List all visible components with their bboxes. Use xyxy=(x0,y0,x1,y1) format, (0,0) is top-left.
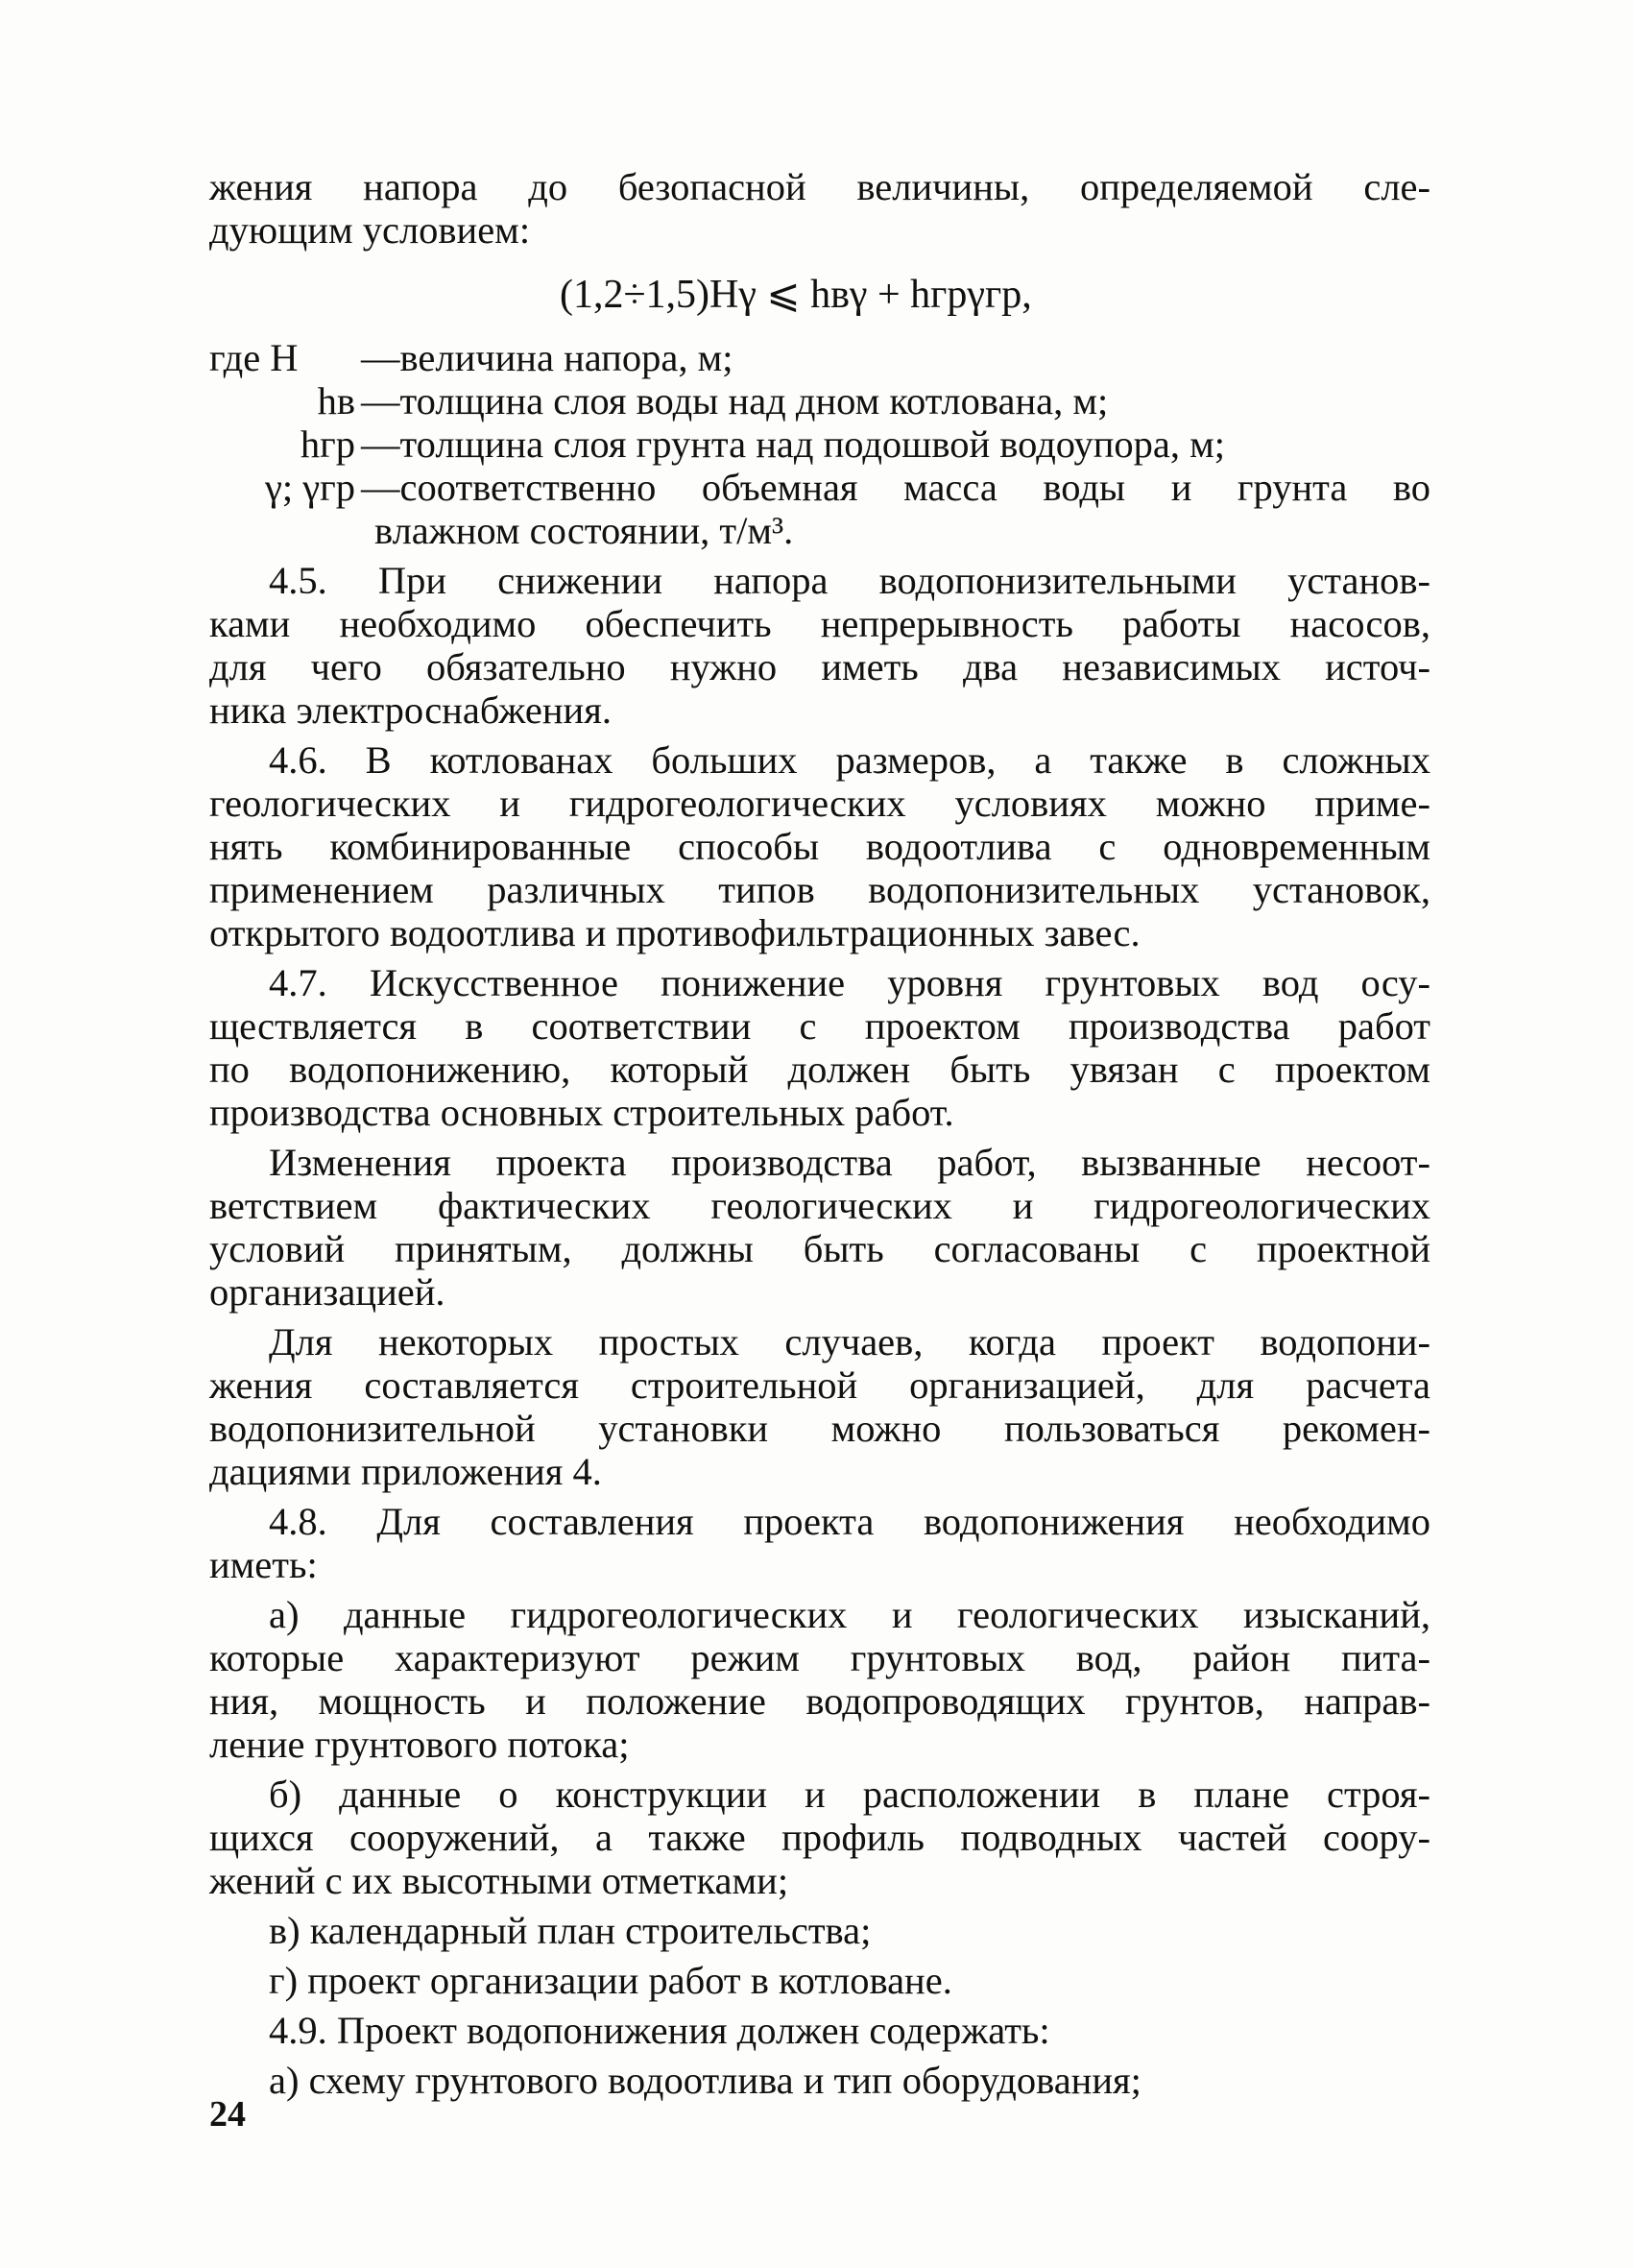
text-line: организацией. xyxy=(209,1270,445,1314)
list-item-line: г) проект организации работ в котловане. xyxy=(269,1959,952,2002)
definition-text: —величина напора, м; xyxy=(361,336,733,379)
definition-text: —толщина слоя воды над дном котлована, м; xyxy=(361,379,1109,422)
text-line: по водопонижению, который должен быть увязан с проектом xyxy=(209,1048,1430,1091)
formula: (1,2÷1,5)Hγ ⩽ hвγ + hгрγгр, xyxy=(560,273,1032,317)
definition-row xyxy=(209,336,1430,379)
definition-row xyxy=(209,422,1430,466)
definition-row xyxy=(209,509,1430,552)
text-line: ветствием фактических геологических и гидрогеологических xyxy=(209,1184,1430,1227)
text-line: дующим условием: xyxy=(209,208,531,252)
text-line: водопонизительной установки можно пользоваться рекомен- xyxy=(209,1407,1430,1450)
text-line: ками необходимо обеспечить непрерывность работы насосов, xyxy=(209,602,1430,645)
text-line: 4.5. При снижении напора водопонизительными установ- xyxy=(269,559,1430,602)
definition-row xyxy=(209,466,1430,509)
intro-paragraph xyxy=(209,165,1430,2102)
text-line: дациями приложения 4. xyxy=(209,1450,602,1493)
text-line: жения напора до безопасной величины, определяемой сле- xyxy=(209,165,1430,208)
list-item-line: б) данные о конструкции и расположении в плане строя- xyxy=(269,1773,1430,1816)
text-line: Для некоторых простых случаев, когда проект водопони- xyxy=(269,1320,1430,1363)
definition-text: —толщина слоя грунта над подошвой водоупора, м; xyxy=(361,422,1226,466)
text-line: производства основных строительных работ. xyxy=(209,1091,954,1134)
text-line: иметь: xyxy=(209,1543,318,1586)
list-item-line: а) схему грунтового водоотлива и тип оборудования; xyxy=(269,2059,1141,2102)
definition-symbol: hгр xyxy=(300,422,355,466)
text-line: 4.9. Проект водопонижения должен содержать: xyxy=(269,2009,1050,2052)
definition-symbol: γ; γгр xyxy=(264,466,355,509)
page-number: 24 xyxy=(209,2094,246,2135)
text-line: жений с их высотными отметками; xyxy=(209,1859,789,1902)
text-line: геологических и гидрогеологических условиях можно приме- xyxy=(209,782,1430,825)
definition-symbol: hв xyxy=(317,379,355,422)
text-line: нять комбинированные способы водоотлива с одновременным xyxy=(209,825,1430,868)
text-line: Изменения проекта производства работ, вызванные несоот- xyxy=(269,1141,1430,1184)
list-item-line: а) данные гидрогеологических и геологических изысканий, xyxy=(269,1593,1430,1636)
text-line: ществляется в соответствии с проектом производства работ xyxy=(209,1004,1430,1048)
definition-row xyxy=(209,379,1430,422)
text-line: 4.8. Для составления проекта водопонижения необходимо xyxy=(269,1500,1430,1543)
list-item-line: в) календарный план строительства; xyxy=(269,1909,872,1952)
text-line: ния, мощность и положение водопроводящих грунтов, направ- xyxy=(209,1679,1430,1723)
text-line: ника электроснабжения. xyxy=(209,688,612,732)
text-line: 4.6. В котлованах больших размеров, а также в сложных xyxy=(269,738,1430,782)
text-line: щихся сооружений, а также профиль подводных частей соору- xyxy=(209,1816,1430,1859)
text-line: применением различных типов водопонизительных установок, xyxy=(209,868,1430,911)
definition-symbol: где H xyxy=(209,336,299,379)
text-line: которые характеризуют режим грунтовых вод, район пита- xyxy=(209,1636,1430,1679)
definition-text: —соответственно объемная масса воды и грунта во xyxy=(361,466,1430,509)
text-line: открытого водоотлива и противофильтрационных завес. xyxy=(209,911,1141,954)
text-line: жения составляется строительной организацией, для расчета xyxy=(209,1363,1430,1407)
text-line: условий принятым, должны быть согласованы с проектной xyxy=(209,1227,1430,1270)
definition-text: влажном состоянии, т/м³. xyxy=(374,509,794,552)
text-line: 4.7. Искусственное понижение уровня грунтовых вод осу- xyxy=(269,961,1430,1004)
text-line: для чего обязательно нужно иметь два независимых источ- xyxy=(209,645,1430,688)
text-line: ление грунтового потока; xyxy=(209,1723,630,1766)
